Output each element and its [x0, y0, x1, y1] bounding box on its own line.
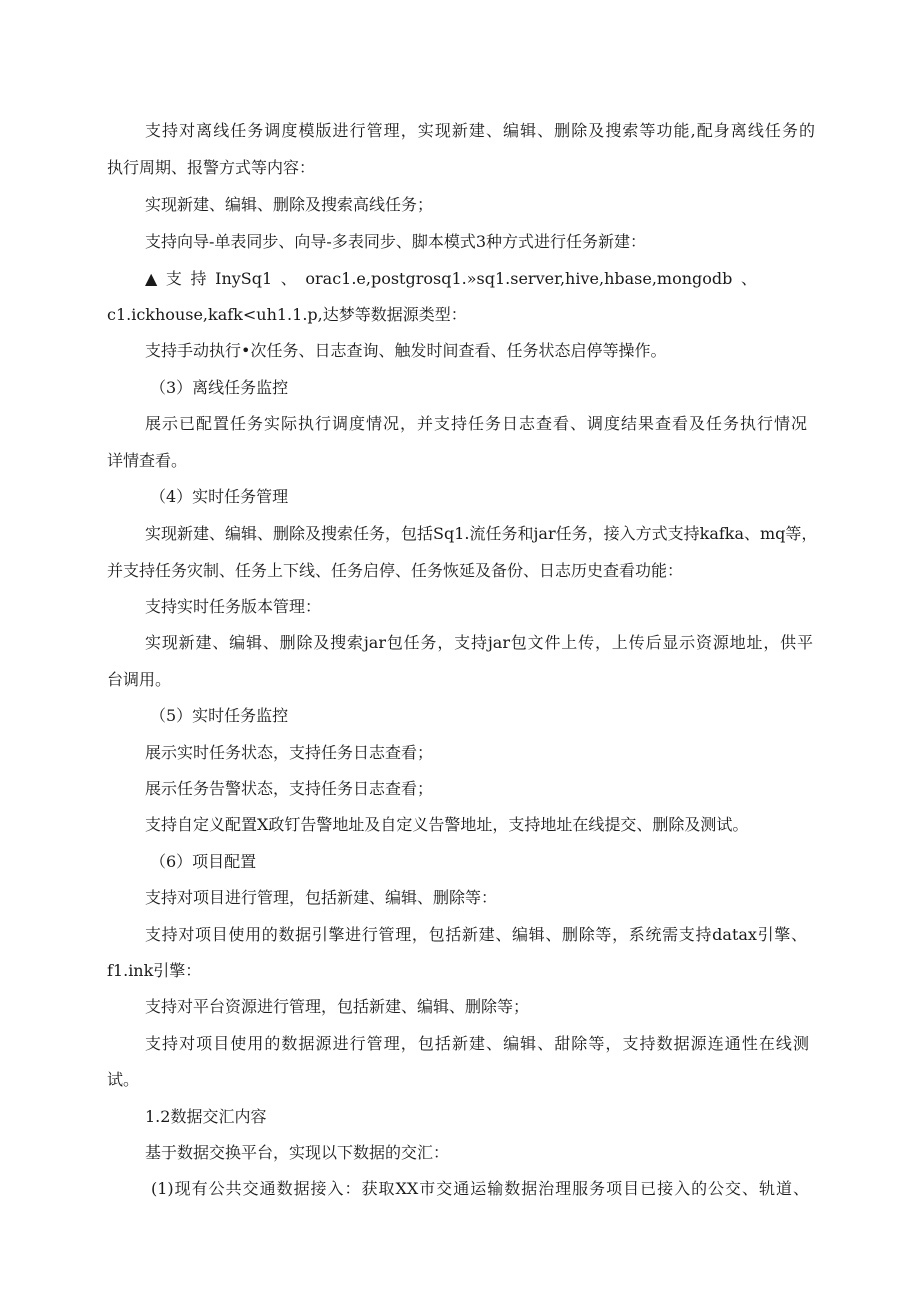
- paragraph-line: (1)现有公共交通数据接入：获取XX市交通运输数据治理服务项目已接入的公交、轨道、: [151, 1179, 809, 1198]
- paragraph-line: c1.ickhouse,kafk<uh1.1.p,达梦等数据源类型：: [107, 305, 467, 324]
- paragraph-line: 展示已配置任务实际执行调度情况，并支持任务日志查看、调度结果查看及任务执行情况: [145, 414, 807, 433]
- paragraph-line: 展示实时任务状态，支持任务日志查看；: [145, 743, 434, 762]
- paragraph-line: ▲支持InySq1、orac1.e,postgrosq1.»sq1.server,hive,hbase,mongodb、: [145, 269, 757, 288]
- paragraph-line: 实现新建、编辑、删除及搜索jar包任务，支持jar包文件上传，上传后显示资源地址，供平: [145, 633, 813, 652]
- paragraph-line: 台调用。: [107, 670, 172, 689]
- paragraph-line: 执行周期、报警方式等内容：: [107, 158, 316, 177]
- paragraph-line: 支持对平台资源进行管理，包括新建、编辑、删除等；: [145, 997, 530, 1016]
- paragraph-line: 实现新建、编辑、删除及搜索高线任务；: [145, 195, 434, 214]
- paragraph-line: 支持对项目使用的数据引擎进行管理，包括新建、编辑、删除等，系统需支持datax引擎、: [145, 925, 807, 944]
- paragraph-line: 支持向导-单表同步、向导-多表同步、脚本模式3种方式进行任务新建：: [145, 232, 646, 251]
- section-heading: （6）项目配置: [150, 852, 257, 871]
- paragraph-line: 基于数据交换平台，实现以下数据的交汇：: [145, 1143, 450, 1162]
- paragraph-line: 详情查看。: [107, 451, 188, 470]
- paragraph-line: 支持实时任务版本管理：: [145, 597, 322, 616]
- paragraph-line: 试。: [107, 1070, 140, 1089]
- paragraph-line: f1.ink引擎：: [107, 961, 202, 980]
- paragraph-line: 支持对项目进行管理，包括新建、编辑、删除等：: [145, 888, 498, 907]
- paragraph-line: 并支持任务灾制、任务上下线、任务启停、任务恢延及备份、日志历史查看功能：: [107, 561, 684, 580]
- paragraph-line: 支持对项目使用的数据源进行管理，包括新建、编辑、甜除等，支持数据源连通性在线测: [145, 1034, 809, 1053]
- paragraph-line: 支持手动执行•次任务、日志查询、触发时间查看、任务状态启停等操作。: [145, 341, 667, 360]
- paragraph-line: 支持对离线任务调度模版进行管理，实现新建、编辑、删除及搜索等功能,配身离线任务的: [145, 121, 815, 140]
- section-heading: （4）实时任务管理: [150, 487, 289, 506]
- section-heading: 1.2数据交汇内容: [145, 1107, 267, 1126]
- section-heading: （5）实时任务监控: [150, 706, 289, 725]
- section-heading: （3）离线任务监控: [150, 378, 289, 397]
- paragraph-line: 支持自定义配置X政钉告警地址及自定义告警地址，支持地址在线提交、删除及测试。: [145, 815, 749, 834]
- paragraph-line: 展示任务告警状态，支持任务日志查看；: [145, 779, 434, 798]
- paragraph-line: 实现新建、编辑、删除及搜索任务，包括Sq1.流任务和jar任务，接入方式支持kafka、mq等，: [145, 524, 818, 543]
